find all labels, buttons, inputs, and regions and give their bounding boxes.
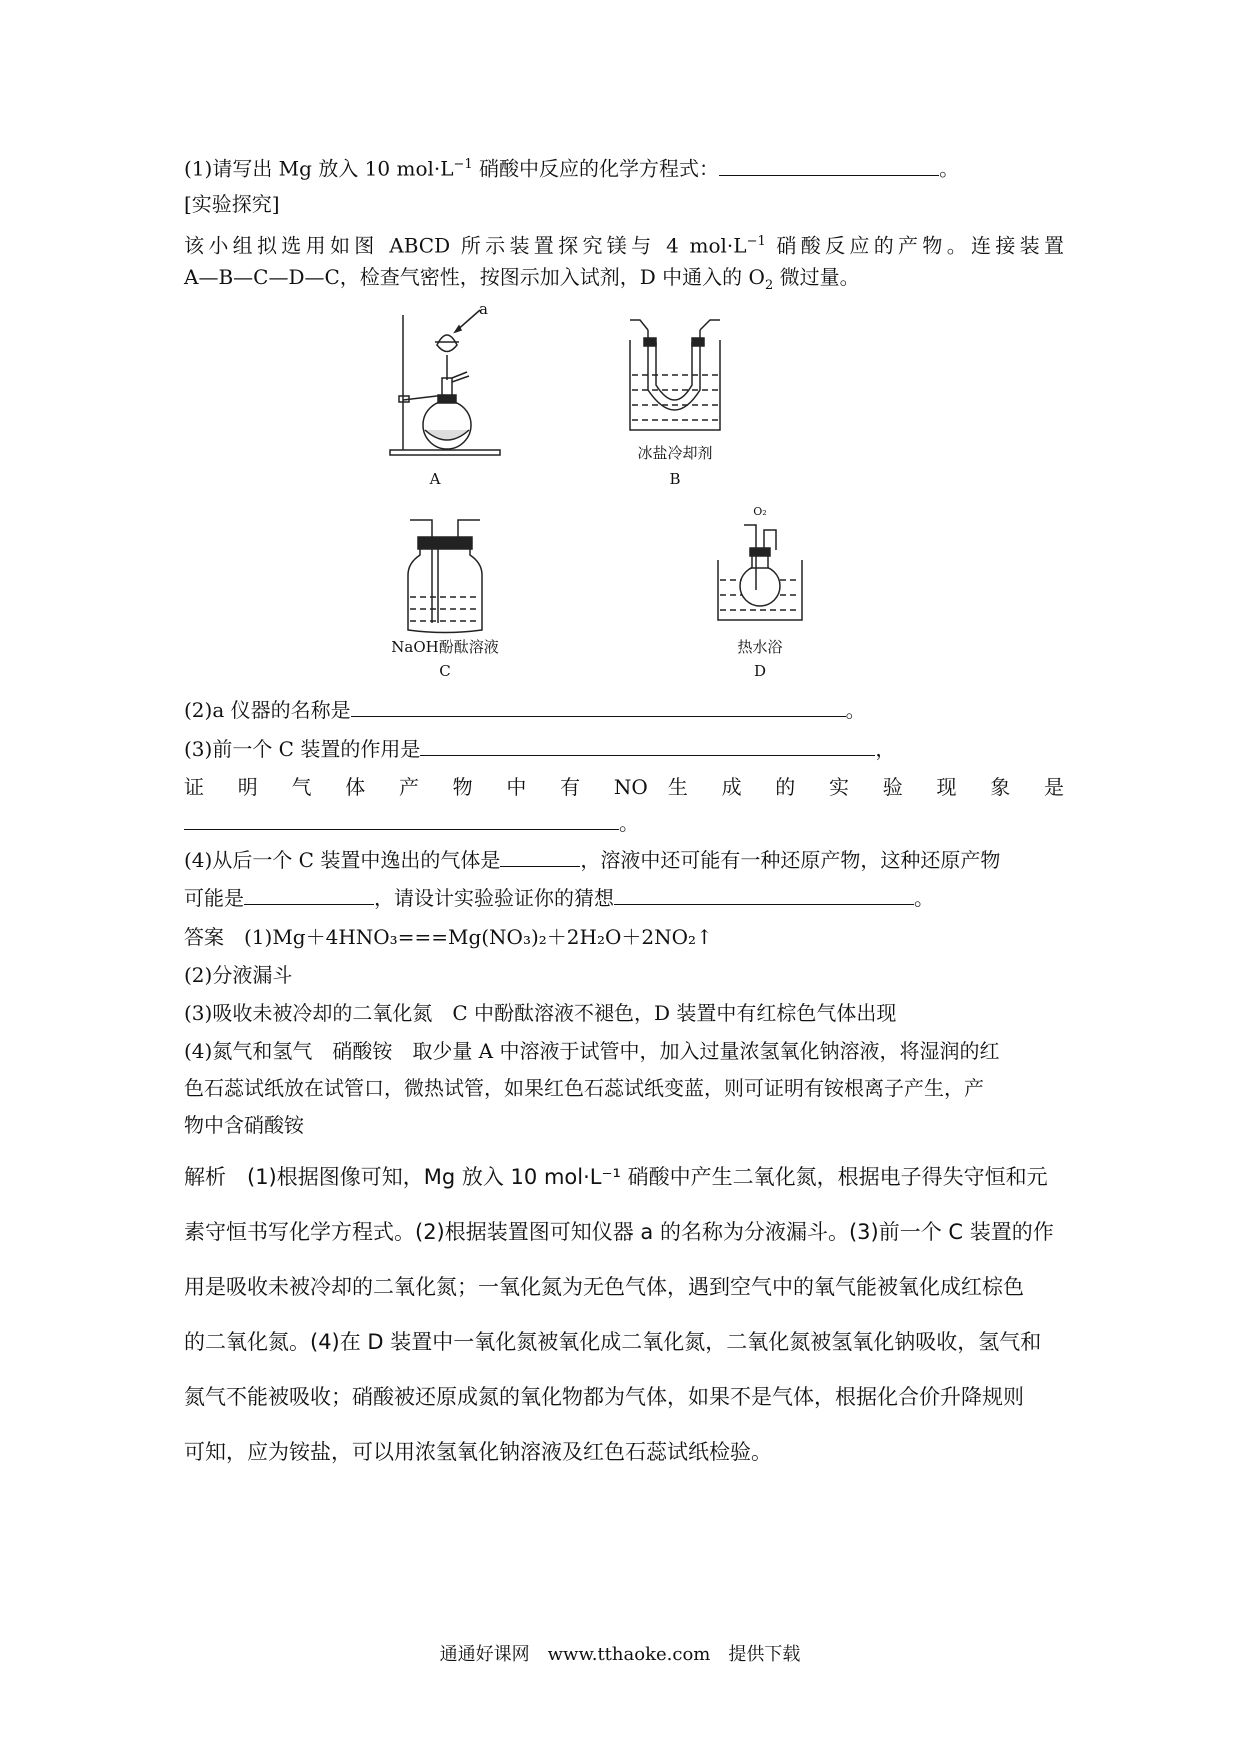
question-3-line-2: 证 明 气 体 产 物 中 有 NO 生 成 的 实 验 现 象 是	[184, 775, 1064, 799]
answer-blank	[184, 809, 619, 830]
intro-text: 硝酸反应的产物。连接装置	[765, 233, 1064, 257]
analysis-line-1	[184, 1150, 1064, 1205]
analysis-line-4: 的二氧化氮。(4)在 D 装置中一氧化氮被氧化成二氧化氮，二氧化氮被氢氧化钠吸收，氢气和	[184, 1330, 1042, 1354]
punctuation: 。	[619, 811, 639, 835]
answer-blank	[614, 884, 914, 905]
answer-blank	[351, 696, 846, 717]
question-3	[184, 734, 1064, 764]
apparatus-d-caption: 热水浴	[737, 638, 783, 656]
question-2	[184, 695, 1064, 725]
answer-2: (2)分液漏斗	[184, 963, 293, 987]
apparatus-c-label: C	[439, 662, 451, 680]
answer-3: (3)吸收未被冷却的二氧化氮 C 中酚酞溶液不褪色，D 装置中有红棕色气体出现	[184, 1001, 897, 1025]
apparatus-b-caption: 冰盐冷却剂	[637, 444, 713, 462]
intro-line-2	[184, 262, 1064, 301]
answer-1-text: (1)Mg＋4HNO₃===Mg(NO₃)₂＋2H₂O＋2NO₂↑	[244, 925, 713, 949]
question-4-text: ，请设计实验验证你的猜想	[374, 886, 614, 910]
intro-text: A—B—C—D—C，检查气密性，按图示加入试剂，D 中通入的 O	[184, 265, 765, 289]
answer-blank	[500, 846, 580, 867]
punctuation: 。	[939, 156, 960, 181]
answer-blank	[244, 884, 374, 905]
question-3-line-3	[184, 808, 1064, 838]
answer-label: 答案	[184, 925, 224, 949]
section-heading: [实验探究]	[184, 192, 280, 216]
apparatus-d-diagram	[710, 520, 810, 630]
question-1	[184, 150, 1064, 184]
apparatus-c-caption: NaOH酚酞溶液	[391, 638, 499, 656]
question-3-text: (3)前一个 C 装置的作用是	[184, 737, 421, 761]
answer-blank	[420, 735, 875, 756]
apparatus-a-diagram	[385, 300, 515, 460]
answer-blank	[719, 155, 939, 176]
answer-4-line-3: 物中含硝酸铵	[184, 1113, 304, 1137]
analysis-line-2: 素守恒书写化学方程式。(2)根据装置图可知仪器 a 的名称为分液漏斗。(3)前一个 C 装置的作	[184, 1220, 1054, 1244]
analysis-label: 解析	[184, 1165, 226, 1189]
question-4-text: ，溶液中还可能有一种还原产物，这种还原产物	[580, 848, 1001, 872]
page-footer: 通通好课网 www.tthaoke.com 提供下载	[439, 1644, 801, 1665]
subscript: 2	[764, 278, 774, 293]
question-4-line-2	[184, 883, 1064, 913]
analysis-line-5: 氮气不能被吸收；硝酸被还原成氮的氧化物都为气体，如果不是气体，根据化合价升降规则	[184, 1385, 1024, 1409]
question-4	[184, 845, 1064, 875]
label-a-pointer: a	[479, 300, 488, 318]
unit-superscript: −1	[453, 157, 473, 172]
punctuation: 。	[914, 886, 934, 910]
punctuation: 。	[845, 698, 866, 722]
question-1-prompt: 硝酸中反应的化学方程式：	[472, 156, 720, 181]
intro-text: 微过量。	[773, 265, 860, 289]
apparatus-c-diagram	[390, 515, 500, 635]
unit-superscript: −1	[746, 234, 766, 249]
apparatus-b-label: B	[669, 470, 681, 488]
apparatus-b-diagram	[620, 320, 730, 440]
apparatus-d-gas: O₂	[753, 505, 767, 518]
punctuation: ，	[875, 737, 896, 761]
intro-text: 该小组拟选用如图 ABCD 所示装置探究镁与 4 mol·L	[184, 233, 747, 257]
answer-1	[184, 922, 1064, 952]
intro-line-1	[184, 227, 1064, 257]
answer-4-line-1: (4)氮气和氢气 硝酸铵 取少量 A 中溶液于试管中，加入过量浓氢氧化钠溶液，将湿润的红	[184, 1039, 1000, 1063]
question-1-text: (1)请写出 Mg 放入 10 mol·L	[184, 156, 454, 181]
analysis-line-3: 用是吸收未被冷却的二氧化氮；一氧化氮为无色气体，遇到空气中的氧气能被氧化成红棕色	[184, 1275, 1024, 1299]
question-2-text: (2)a 仪器的名称是	[184, 698, 351, 722]
apparatus-d-label: D	[753, 662, 767, 680]
question-4-text: 可能是	[184, 886, 244, 910]
apparatus-a-label: A	[429, 470, 441, 488]
answer-4-line-2: 色石蕊试纸放在试管口，微热试管，如果红色石蕊试纸变蓝，则可证明有铵根离子产生，产	[184, 1076, 984, 1100]
analysis-text: (1)根据图像可知，Mg 放入 10 mol·L⁻¹ 硝酸中产生二氧化氮，根据电子得失守恒和元	[226, 1165, 1048, 1189]
analysis-block	[184, 1150, 1064, 1480]
analysis-line-6: 可知，应为铵盐，可以用浓氢氧化钠溶液及红色石蕊试纸检验。	[184, 1440, 772, 1464]
question-4-text: (4)从后一个 C 装置中逸出的气体是	[184, 848, 501, 872]
